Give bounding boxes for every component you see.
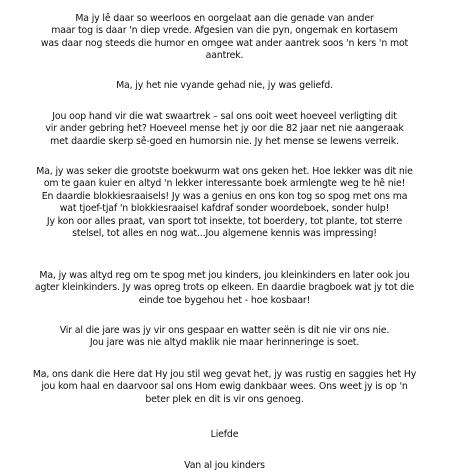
paragraph-proud-of-children (6, 270, 443, 307)
text-line: agter kleinkinders. Jy was opreg trots op elkeen. En daardie bragboek wat jy tot die (34, 282, 415, 294)
text-line: Ma, jy was seker die grootste boekwurm wat ons geken het. Hoe lekker was dit nie (36, 166, 413, 177)
text-line: Van al jou kinders (184, 460, 265, 471)
signature-line (6, 460, 443, 472)
text-line: met daardie skerp sê-goed en humorsin nie. Jy het mense se lewens verreik. (50, 135, 399, 147)
paragraph-no-enemies (6, 80, 443, 92)
text-line: Ma jy lê daar so weerloos en oorgelaat aan die genade van ander (75, 13, 374, 24)
text-line: Vir al die jare was jy vir ons gespaar en watter seën is dit nie vir ons nie. (59, 325, 390, 336)
closing-word (6, 429, 443, 441)
text-line: maar tog is daar 'n diep vrede. Afgesien van die pyn, ongemak en kortasem (51, 25, 398, 37)
paragraph-thanks (6, 369, 443, 406)
paragraph-blessing (6, 325, 443, 350)
text-line: Ma, ons dank die Here dat Hy jou stil weg gevat het, jy was rustig en saggies het Hy (32, 369, 417, 380)
paragraph-opening (6, 13, 443, 63)
text-line: einde toe bygehou het - hoe kosbaar! (138, 294, 311, 306)
text-line: beter plek en dit is vir ons genoeg. (145, 393, 304, 405)
text-line: Jy kon oor alles praat, van sport tot insekte, tot boerdery, tot plante, tot sterre (46, 215, 403, 227)
text-line: vir ander gebring het? Hoeveel mense het jy oor die 82 jaar net nie aangeraak (45, 123, 404, 135)
text-line: Liefde (210, 429, 239, 440)
text-line: stelsel, tot alles en nog wat...Jou algemene kennis was impressing! (72, 228, 377, 240)
text-line: was daar nog steeds die humor en omgee wat ander aantrek soos 'n kers 'n mot (40, 37, 409, 49)
text-line: En daardie blokkiesraaisels! Jy was a genius en ons kon tog so spog met ons ma (41, 190, 408, 202)
text-line: om te gaan kuier en altyd 'n lekker interessante boek armlengte weg te hê nie! (43, 178, 406, 190)
text-line: aantrek. (205, 50, 244, 62)
text-line: wat tjoef-tjaf 'n blokkiesraaisel kafdraf sonder woordeboek, sonder hulp! (59, 203, 390, 215)
text-line: Ma, jy het nie vyande gehad nie, jy was geliefd. (116, 80, 333, 91)
text-line: Jou jare was nie altyd maklik nie maar herinneringe is soet. (89, 337, 360, 349)
text-line: Ma, jy was altyd reg om te spog met jou kinders, jou kleinkinders en later ook jou (39, 270, 410, 281)
paragraph-open-hand (6, 111, 443, 148)
paragraph-bookworm (6, 166, 443, 240)
text-line: Jou oop hand vir die wat swaartrek – sal ons ooit weet hoeveel verligting dit (52, 111, 397, 122)
text-line: jou kom haal en daarvoor sal ons Hom ewig dankbaar wees. Ons weet jy is op 'n (41, 381, 408, 393)
